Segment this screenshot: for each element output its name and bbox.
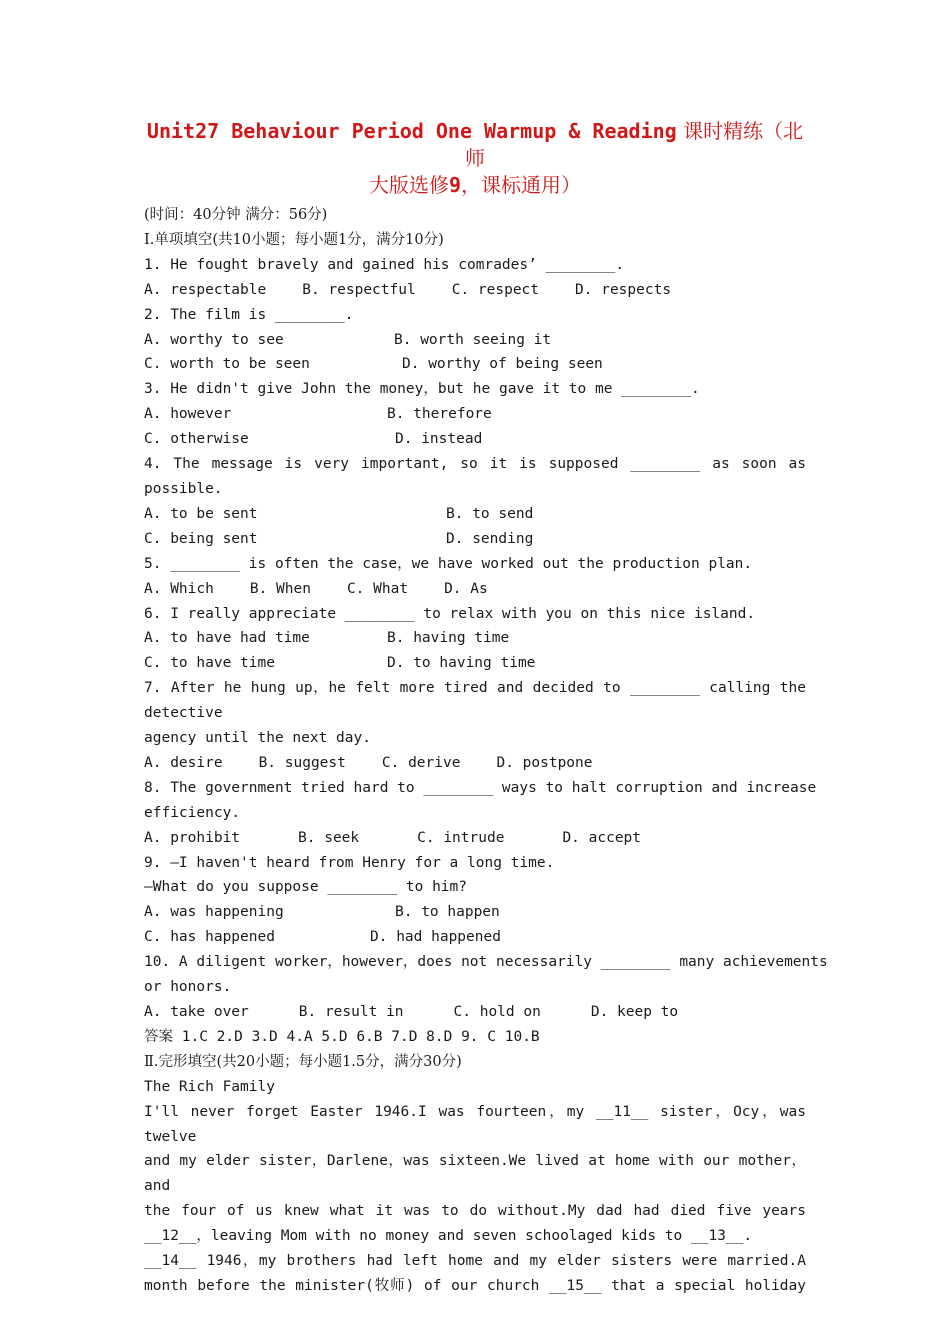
question-4-stem-line-1: 4. The message is very important, so it is supposed ________ as soon as: [144, 456, 806, 473]
document-title: [144, 118, 806, 199]
option-d: D. instead: [395, 431, 483, 448]
question-3-options-cd: [144, 427, 806, 452]
option-a: A. take over: [144, 1004, 249, 1020]
option-a: A. respectable: [144, 281, 267, 298]
paragraph-1-line-3: the four of us knew what it was to do without.My dad had died five years: [144, 1203, 806, 1220]
option-b: B. therefore: [387, 406, 492, 423]
option-d: D. postpone: [496, 754, 593, 771]
story-title: The Rich Family: [144, 1078, 275, 1095]
option-a: A. was happening: [144, 904, 284, 921]
title-number: 9: [448, 173, 462, 197]
option-b: B. suggest: [258, 754, 346, 771]
option-d: D. had happened: [370, 929, 501, 946]
option-d: D. accept: [562, 829, 642, 846]
option-d: D. sending: [446, 530, 534, 547]
question-7-options: [144, 751, 806, 776]
title-chinese-2: 大版选修: [368, 173, 449, 197]
question-7-stem-line-1: 7. After he hung up，he felt more tired and decided to ________ calling the: [144, 680, 806, 697]
question-5-options: [144, 577, 806, 602]
option-c: C. otherwise: [144, 431, 249, 448]
option-b: B. to happen: [395, 904, 500, 921]
question-4-stem-line-2: possible.: [144, 480, 223, 497]
paragraph-1-line-2: and my elder sister，Darlene，was sixteen.We lived at home with our mother，and: [144, 1153, 806, 1195]
question-5-stem: 5. ________ is often the case，we have worked out the production plan.: [144, 555, 753, 572]
paragraph-1-line-1: I'll never forget Easter 1946.I was fourteen，my __11__ sister，Ocy，was twelve: [144, 1103, 806, 1145]
question-7-stem-line-2: detective: [144, 705, 223, 722]
option-c: C. has happened: [144, 929, 275, 946]
option-d: D. respects: [575, 281, 672, 298]
question-10-stem-line-2: or honors.: [144, 979, 232, 996]
option-b: B. result in: [298, 1004, 404, 1020]
option-c: C. respect: [451, 281, 540, 298]
option-c: C. intrude: [417, 829, 505, 846]
option-c: C. to have time: [144, 655, 275, 672]
option-a: A. Which: [144, 580, 214, 597]
option-b: B. When: [249, 580, 311, 597]
question-8-stem-line-1: 8. The government tried hard to ________ ways to halt corruption and increase: [144, 779, 817, 796]
option-d: D. As: [444, 580, 488, 597]
option-a: A. to have had time: [144, 630, 310, 647]
question-7-stem-line-3: agency until the next day.: [144, 730, 371, 747]
question-4-options-ab: [144, 502, 806, 527]
question-10-options: [144, 1000, 806, 1025]
question-2-options-cd: [144, 352, 806, 377]
option-a: A. desire: [144, 754, 223, 771]
option-a: A. to be sent: [144, 505, 258, 522]
question-10-stem-line-1: 10. A diligent worker，however，does not necessarily ________ many achievements: [144, 954, 828, 971]
title-english: Unit27 Behaviour Period One Warmup & Reading: [146, 119, 677, 143]
option-b: B. having time: [387, 630, 510, 647]
question-3-options-ab: [144, 402, 806, 427]
option-c: C. What: [346, 580, 409, 597]
question-6-stem: 6. I really appreciate ________ to relax with you on this nice island.: [144, 605, 756, 622]
question-6-options-ab: [144, 626, 806, 651]
option-a: A. prohibit: [144, 829, 241, 846]
section-2-heading: Ⅱ.完形填空(共20小题；每小题1.5分，满分30分): [144, 1053, 462, 1070]
option-a: A. worthy to see: [144, 331, 284, 348]
question-3-stem: 3. He didn't give John the money，but he gave it to me ________.: [144, 381, 700, 398]
question-2-stem: 2. The film is ________.: [144, 306, 354, 323]
question-9-options-cd: [144, 925, 806, 950]
option-b: B. seek: [298, 829, 360, 846]
option-b: B. respectful: [302, 281, 416, 298]
document-page: [144, 118, 828, 1299]
question-8-stem-line-2: efficiency.: [144, 804, 241, 821]
option-c: C. hold on: [453, 1004, 541, 1020]
question-2-options-ab: [144, 328, 806, 353]
option-d: D. keep to: [590, 1004, 679, 1020]
question-4-options-cd: [144, 527, 806, 552]
title-chinese-3: ，课标通用）: [461, 173, 582, 197]
question-8-options: [144, 826, 806, 851]
title-chinese-1: 课时精练（北师: [465, 119, 804, 170]
paragraph-2-line-1: __14__ 1946，my brothers had left home and my elder sisters were married.A: [144, 1253, 806, 1270]
section-1-heading: Ⅰ.单项填空(共10小题；每小题1分，满分10分): [144, 231, 444, 248]
option-b: B. worth seeing it: [394, 331, 552, 348]
question-1-options: [144, 278, 806, 303]
option-d: D. worthy of being seen: [402, 356, 603, 373]
question-9-options-ab: [144, 900, 806, 925]
time-info: (时间：40分钟 满分：56分): [144, 207, 328, 223]
option-c: C. derive: [381, 754, 461, 771]
question-9-stem-line-1: 9. —I haven't heard from Henry for a long time.: [144, 854, 555, 871]
question-1-stem: 1. He fought bravely and gained his comrades’ ________.: [144, 256, 625, 273]
option-d: D. to having time: [387, 655, 536, 672]
answer-key: 答案 1.C 2.D 3.D 4.A 5.D 6.B 7.D 8.D 9. C 10.B: [144, 1028, 540, 1045]
question-9-stem-line-2: —What do you suppose ________ to him?: [144, 879, 468, 896]
paragraph-1-line-4: __12__，leaving Mom with no money and seven schoolaged kids to __13__.: [144, 1228, 753, 1245]
paragraph-2-line-2: month before the minister(牧师) of our church __15__ that a special holiday: [144, 1277, 806, 1294]
option-c: C. being sent: [144, 530, 258, 547]
question-6-options-cd: [144, 651, 806, 676]
option-b: B. to send: [446, 505, 534, 522]
option-c: C. worth to be seen: [144, 356, 310, 373]
option-a: A. however: [144, 406, 232, 423]
